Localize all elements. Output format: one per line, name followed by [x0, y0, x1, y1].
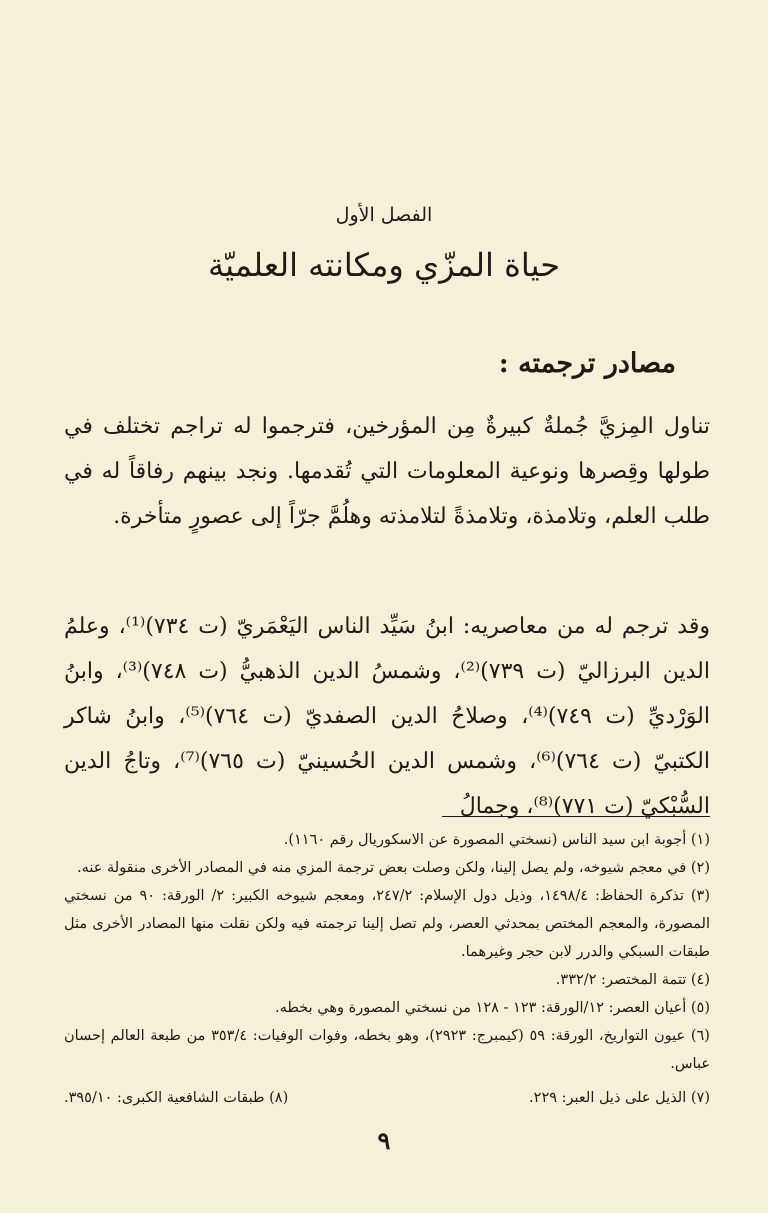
footnote: (٢) في معجم شيوخه، ولم يصل إلينا، ولكن وصلت بعض ترجمة المزي منه في المصادر الأخرى منقولة عنه. [76, 860, 710, 876]
chapter-title: حياة المزّي ومكانته العلميّة [207, 246, 561, 284]
chapter-label: الفصل الأول [335, 204, 433, 226]
footnote: (١) أجوبة ابن سيد الناس (نسختي المصورة عن الاسكوريال رقم ١١٦٠). [283, 832, 710, 848]
footnote: (٧) الذيل على ذيل العبر: ٢٢٩. [529, 1090, 710, 1106]
footnotes [64, 826, 710, 1112]
footnote: (٥) أعيان العصر: ١٢/الورقة: ١٢٣ - ١٢٨ من نسختي المصورة وهي بخطه. [274, 1000, 710, 1016]
footnote: (٦) عيون التواريخ، الورقة: ٥٩ (كيمبرج: ٢٩٢٣)، وهو بخطه، وفوات الوفيات: ٣٥٣/٤ من طبعة العالم إحسان عباس. [64, 1028, 710, 1072]
body-paragraph: وقد ترجم له من معاصريه: ابنُ سَيِّد الناس اليَعْمَريّ (ت ٧٣٤)⁽¹⁾، وعلمُ الدين البرزاليّ (ت ٧٣٩)⁽²⁾، وشمسُ الدين الذهبيُّ (ت ٧٤٨)⁽³⁾، وابنُ الوَرْديِّ (ت ٧٤٩)⁽⁴⁾، وصلاحُ الدين الصفديّ (ت ٧٦٤)⁽⁵⁾، وابنُ شاكر الكتبيّ (ت ٧٦٤)⁽⁶⁾، وشمس الدين الحُسينيّ (ت ٧٦٥)⁽⁷⁾، وتاجُ الدين السُّبْكيّ (ت ٧٧١)⁽⁸⁾، وجمالُ [64, 614, 711, 819]
footnote-divider [442, 816, 710, 817]
footnote: (٨) طبقات الشافعية الكبرى: ٣٩٥/١٠. [64, 1090, 289, 1106]
section-heading: مصادر ترجمته : [498, 348, 676, 379]
body-paragraph: تناول المِزيَّ جُملةٌ كبيرةٌ مِن المؤرخين، فترجموا له تراجم تختلف في طولها وقِصرها ونوعية المعلومات التي تُقدمها. ونجد بينهم رفاقاً له في طلب العلم، وتلامذة، وتلامذةً لتلامذته وهلُمَّ جرّاً إلى عصورٍ متأخرة. [64, 414, 710, 529]
page-number: ٩ [377, 1126, 391, 1155]
footnote-row [64, 1084, 710, 1112]
footnote: (٣) تذكرة الحفاظ: ١٤٩٨/٤، وذيل دول الإسلام: ٢٤٧/٢، ومعجم شيوخه الكبير: ٢/ الورقة: ٩٠ من نسختي المصورة، والمعجم المختص بمحدثي العصر، ولم تصل إلينا ترجمته فيه ولكن نقلت منها المصادر الأخرى مثل طبقات السبكي والدرر لابن حجر وغيرهما. [64, 888, 710, 960]
footnote: (٤) تتمة المختصر: ٣٣٢/٢. [555, 972, 710, 988]
